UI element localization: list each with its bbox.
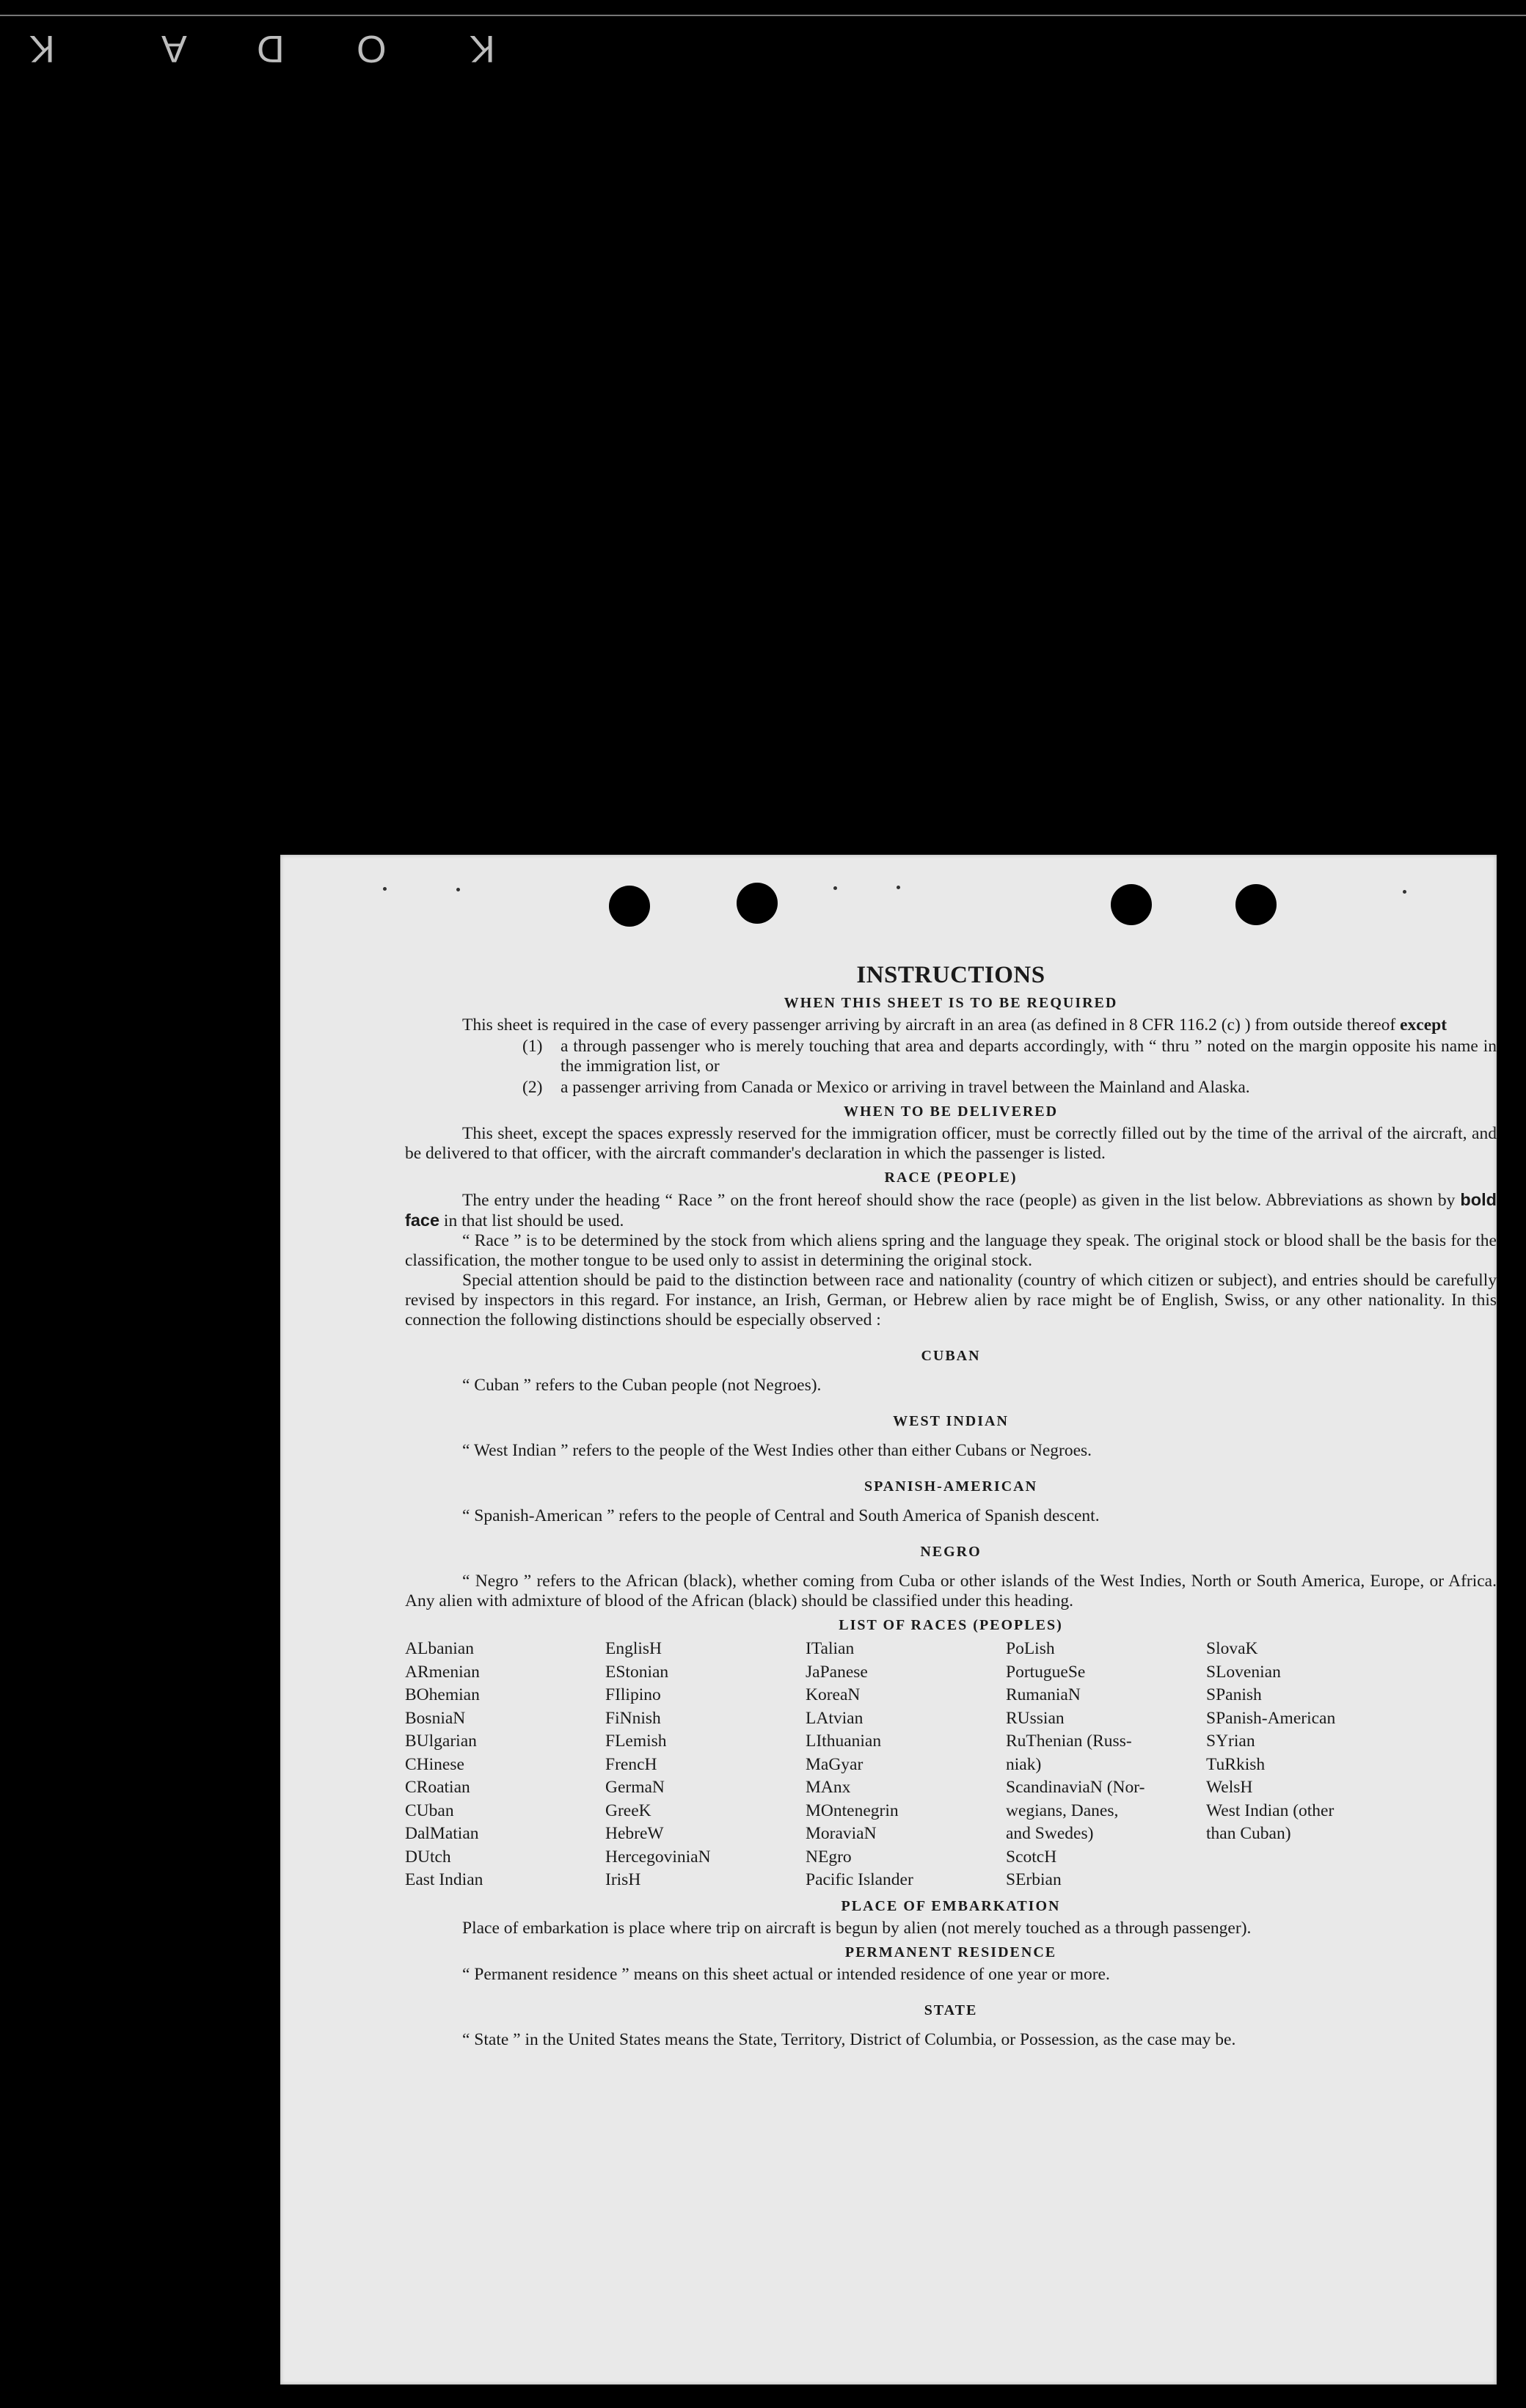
section-heading: WEST INDIAN bbox=[893, 1413, 1009, 1429]
document-title: INSTRUCTIONS bbox=[856, 962, 1045, 988]
race-entry: HebreW bbox=[605, 1824, 664, 1843]
film-letter: K bbox=[29, 27, 55, 70]
race-entry: SErbian bbox=[1006, 1870, 1062, 1889]
list-item: (2) a passenger arriving from Canada or Mexico or arriving in travel between the Mainland and Alaska. bbox=[522, 1078, 1250, 1097]
list-item: (1) a through passenger who is merely touching that area and departs accordingly, with “ thru ” noted on the margin opposite his name in the immigration list, or bbox=[522, 1037, 1497, 1076]
race-entry: SLovenian bbox=[1206, 1662, 1281, 1682]
speck bbox=[897, 886, 900, 889]
paragraph: Place of embarkation is place where trip on aircraft is begun by alien (not merely touched as a through passenger). bbox=[462, 1918, 1252, 1938]
race-entry: FLemish bbox=[605, 1732, 667, 1751]
race-entry: SPanish-American bbox=[1206, 1708, 1336, 1728]
race-entry: GermaN bbox=[605, 1778, 665, 1797]
race-entry: BosniaN bbox=[405, 1708, 466, 1728]
section-heading: WHEN TO BE DELIVERED bbox=[843, 1103, 1059, 1120]
film-edge-marking bbox=[0, 26, 558, 70]
race-entry: IrisH bbox=[605, 1870, 641, 1889]
race-entry: BOhemian bbox=[405, 1685, 480, 1704]
race-entry: ALbanian bbox=[405, 1639, 474, 1658]
paragraph: “ Cuban ” refers to the Cuban people (not Negroes). bbox=[462, 1376, 822, 1395]
paragraph: “ Race ” is to be determined by the stock from which aliens spring and the language they speak. The original stock or blood shall be the basis for the classification, the mother tongue to be used only to assist in determining the original stock. bbox=[405, 1231, 1497, 1270]
race-entry: LIthuanian bbox=[806, 1732, 882, 1751]
race-entry: KoreaN bbox=[806, 1685, 861, 1704]
paragraph: Special attention should be paid to the distinction between race and nationality (country of which citizen or subject), and entries should be carefully revised by inspectors in this regard. For instance, an Irish, German, or Hebrew alien by race might be of English, Swiss, or any other nationality. In this connection the following distinctions should be especially observed : bbox=[405, 1271, 1497, 1329]
race-entry: FIlipino bbox=[605, 1685, 661, 1704]
film-letter: A bbox=[161, 27, 187, 70]
race-entry: ScandinaviaN (Nor- wegians, Danes, and Swedes) bbox=[1006, 1778, 1145, 1843]
races-list bbox=[405, 1638, 1497, 1892]
race-entry: CHinese bbox=[405, 1754, 464, 1774]
film-letter: K bbox=[470, 27, 495, 70]
race-entry: MAnx bbox=[806, 1778, 851, 1797]
paragraph: “ State ” in the United States means the State, Territory, District of Columbia, or Possession, as the case may be. bbox=[462, 2029, 1236, 2049]
race-entry: PortugueSe bbox=[1006, 1662, 1086, 1682]
race-entry: West Indian (other than Cuban) bbox=[1206, 1800, 1335, 1843]
race-entry: DalMatian bbox=[405, 1824, 479, 1843]
section-heading: NEGRO bbox=[920, 1544, 982, 1560]
race-entry: ScotcH bbox=[1006, 1847, 1057, 1867]
race-entry: East Indian bbox=[405, 1870, 483, 1889]
races-column bbox=[405, 1638, 605, 1892]
race-entry: JaPanese bbox=[806, 1662, 868, 1682]
race-entry: SlovaK bbox=[1206, 1639, 1258, 1658]
section-heading: STATE bbox=[924, 2002, 978, 2018]
race-entry: CUban bbox=[405, 1800, 454, 1820]
race-entry: ARmenian bbox=[405, 1662, 480, 1682]
speck bbox=[1403, 890, 1406, 894]
race-entry: NEgro bbox=[806, 1847, 852, 1867]
race-entry: ITalian bbox=[806, 1639, 855, 1658]
race-entry: RUssian bbox=[1006, 1708, 1065, 1728]
race-entry: PoLish bbox=[1006, 1639, 1055, 1658]
race-entry: MaGyar bbox=[806, 1754, 864, 1774]
race-entry: FiNnish bbox=[605, 1708, 661, 1728]
race-entry: CRoatian bbox=[405, 1778, 470, 1797]
race-entry: FrencH bbox=[605, 1754, 657, 1774]
race-entry: DUtch bbox=[405, 1847, 451, 1867]
section-heading: PLACE OF EMBARKATION bbox=[841, 1897, 1061, 1914]
race-entry: MOntenegrin bbox=[806, 1800, 899, 1820]
race-entry: WelsH bbox=[1206, 1778, 1253, 1797]
paragraph: “ Spanish-American ” refers to the people of Central and South America of Spanish descent. bbox=[462, 1506, 1100, 1525]
paragraph: This sheet, except the spaces expressly reserved for the immigration officer, must be correctly filled out by the time of the arrival of the aircraft, and be delivered to that officer, with the aircraft commander's declaration in which the passenger is listed. bbox=[405, 1124, 1497, 1163]
film-edge-line bbox=[0, 15, 1526, 16]
race-entry: GreeK bbox=[605, 1800, 651, 1820]
speck bbox=[833, 886, 837, 890]
document-sheet bbox=[280, 855, 1497, 2385]
race-entry: LAtvian bbox=[806, 1708, 864, 1728]
paragraph: “ West Indian ” refers to the people of the West Indies other than either Cubans or Negroes. bbox=[462, 1441, 1092, 1460]
race-entry: EStonian bbox=[605, 1662, 669, 1682]
section-heading: LIST OF RACES (PEOPLES) bbox=[839, 1617, 1063, 1633]
race-entry: Pacific Islander bbox=[806, 1870, 913, 1889]
paragraph: This sheet is required in the case of every passenger arriving by aircraft in an area (as defined in 8 CFR 116.2 (c) ) from outside thereof except bbox=[462, 1015, 1447, 1035]
punch-hole bbox=[1111, 884, 1152, 925]
races-column bbox=[1006, 1638, 1206, 1892]
paragraph: The entry under the heading “ Race ” on the front hereof should show the race (people) as given in the list below. Abbreviations as shown by bold face in that list should be used. bbox=[405, 1190, 1497, 1230]
section-heading: RACE (PEOPLE) bbox=[884, 1170, 1018, 1186]
race-entry: EnglisH bbox=[605, 1639, 662, 1658]
race-entry: BUlgarian bbox=[405, 1732, 477, 1751]
punch-hole bbox=[609, 886, 650, 927]
punch-hole bbox=[737, 883, 778, 924]
race-entry: MoraviaN bbox=[806, 1824, 877, 1843]
section-heading: SPANISH-AMERICAN bbox=[864, 1478, 1038, 1495]
document-body bbox=[405, 961, 1497, 2050]
section-heading: CUBAN bbox=[921, 1348, 981, 1364]
paragraph: “ Permanent residence ” means on this sheet actual or intended residence of one year or more. bbox=[462, 1964, 1110, 1984]
race-entry: RumaniaN bbox=[1006, 1685, 1081, 1704]
section-heading: PERMANENT RESIDENCE bbox=[844, 1944, 1057, 1960]
races-column bbox=[806, 1638, 1006, 1892]
speck bbox=[383, 887, 387, 891]
race-entry: TuRkish bbox=[1206, 1754, 1266, 1774]
race-entry: SPanish bbox=[1206, 1685, 1262, 1704]
race-entry: SYrian bbox=[1206, 1732, 1255, 1751]
speck bbox=[456, 888, 460, 891]
punch-hole bbox=[1235, 884, 1277, 925]
section-heading: WHEN THIS SHEET IS TO BE REQUIRED bbox=[784, 995, 1118, 1011]
race-entry: RuThenian (Russ- niak) bbox=[1006, 1732, 1132, 1774]
races-column bbox=[1206, 1638, 1382, 1892]
race-entry: HercegoviniaN bbox=[605, 1847, 711, 1867]
paragraph: “ Negro ” refers to the African (black), whether coming from Cuba or other islands of the West Indies, North or South America, Europe, or Africa. Any alien with admixture of blood of the African (black) should be classified under this heading. bbox=[405, 1572, 1497, 1610]
film-letter: O bbox=[357, 27, 387, 70]
film-letter: D bbox=[257, 27, 285, 70]
races-column bbox=[605, 1638, 806, 1892]
